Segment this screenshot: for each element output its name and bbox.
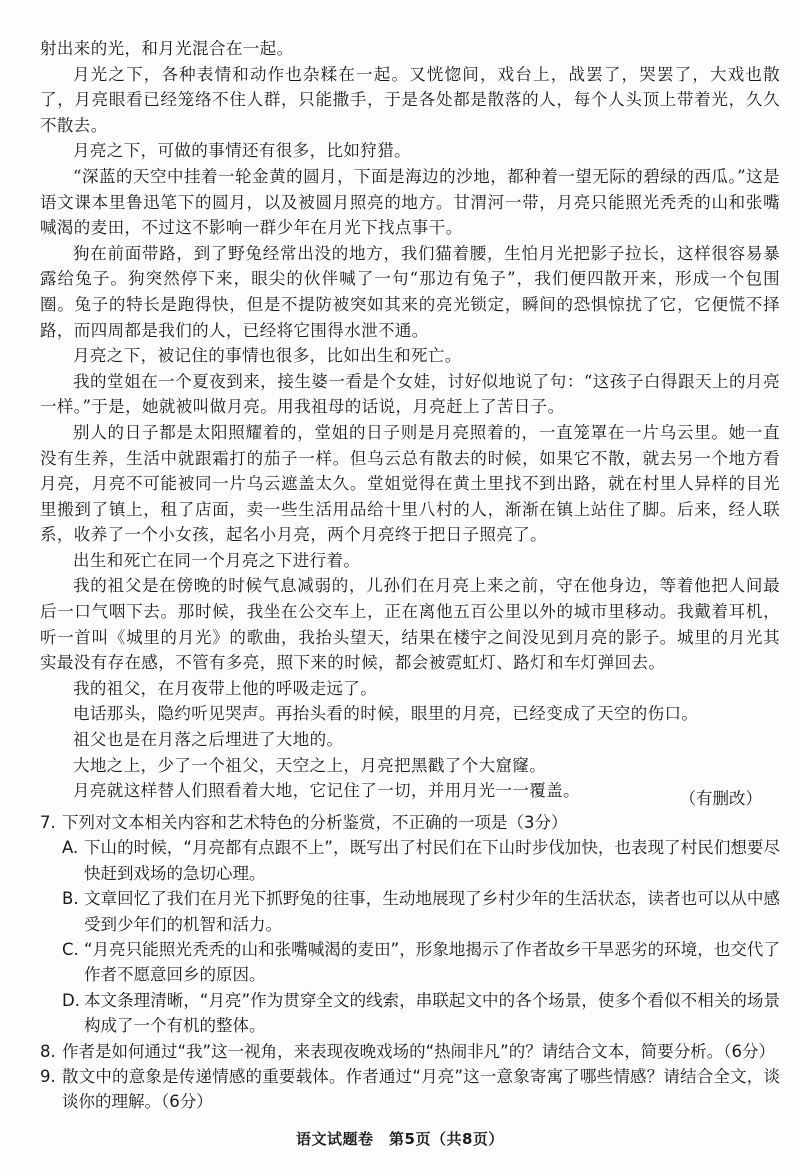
option-text: 下山的时候，“月亮都有点跟不上”，既写出了村民们在下山时步伐加快，也表现了村民们想要尽快赶到戏场的急切心理。	[84, 838, 780, 883]
passage-paragraph: 我的祖父，在月夜带上他的呼吸走远了。	[73, 678, 378, 698]
reading-passage	[40, 36, 780, 804]
question-number: 7.	[40, 813, 56, 832]
option-letter: D.	[62, 990, 80, 1010]
option-text: “月亮只能照光秃秃的山和张嘴喊渴的麦田”，形象地揭示了作者故乡干旱恶劣的环境，也交代了作者不愿意回乡的原因。	[84, 940, 780, 985]
question-stem: 下列对文本相关内容和艺术特色的分析鉴赏，不正确的一项是（3分）	[62, 813, 568, 832]
passage-paragraph: 射出来的光，和月光混合在一起。	[40, 39, 294, 58]
passage-paragraph: 出生和死亡在同一个月亮之下进行着。	[73, 550, 361, 570]
passage-paragraph: 别人的日子都是太阳照耀着的，堂姐的日子则是月亮照着的，一直笼罩在一片乌云里。她一直没有生养，生活中就跟霜打的茄子一样。但乌云总有散去的时候，如果它不散，就去另一个地方看月亮，月亮不可能被同一片乌云遮盖太久。堂姐觉得在黄土里找不到出路，就在村里人异样的目光里搬到了镇上，租了店面，卖一些生活用品给十里八村的人，渐渐在镇上站住了脚。后来，经人联系，收养了一个小女孩，起名小月亮，两个月亮终于把日子照亮了。	[40, 422, 780, 545]
question-stem: 散文中的意象是传递情感的重要载体。作者通过“月亮”这一意象寄寓了哪些情感？请结合全文，谈谈你的理解。（6分）	[62, 1067, 780, 1112]
passage-paragraph: 月亮之下，可做的事情还有很多，比如狩猎。	[73, 141, 411, 161]
option-letter: A.	[62, 838, 79, 858]
option-d	[40, 988, 780, 1039]
source-note: （有删改）	[679, 789, 762, 808]
question-number: 9.	[40, 1067, 56, 1087]
option-text: 文章回忆了我们在月光下抓野兔的往事，生动地展现了乡村少年的生活状态，读者也可以从中感受到少年们的机智和活力。	[84, 889, 780, 934]
question-section	[40, 810, 780, 1115]
passage-paragraph: 月光之下，各种表情和动作也杂糅在一起。又恍惚间，戏台上，战罢了，哭罢了，大戏也散了，月亮眼看已经笼络不住人群，只能撒手，于是各处都是散落的人，每个人头顶上带着光，久久不散去。	[40, 64, 780, 135]
question-number: 8.	[40, 1041, 56, 1061]
passage-paragraph: 我的堂姐在一个夏夜到来，接生婆一看是个女娃，讨好似地说了句：“这孩子白得跟天上的月亮一样。”于是，她就被叫做月亮。用我祖母的话说，月亮赶上了苦日子。	[40, 371, 780, 417]
passage-paragraph: 月亮就这样替人们照看着大地，它记住了一切，并用月光一一覆盖。	[73, 781, 580, 801]
question-7	[40, 810, 780, 835]
passage-paragraph: 狗在前面带路，到了野兔经常出没的地方，我们猫着腰，生怕月光把影子拉长，这样很容易暴露给兔子。狗突然停下来，眼尖的伙伴喊了一句“那边有兔子”，我们便四散开来，形成一个包围圈。兔子的特长是跑得快，但是不提防被突如其来的亮光锁定，瞬间的恐惧惊扰了它，它便慌不择路，而四周都是我们的人，已经将它围得水泄不通。	[40, 243, 780, 340]
question-8	[40, 1039, 780, 1064]
option-a	[40, 835, 780, 886]
passage-paragraph: “深蓝的天空中挂着一轮金黄的圆月，下面是海边的沙地，都种着一望无际的碧绿的西瓜。”这是语文课本里鲁迅笔下的圆月，以及被圆月照亮的地方。甘渭河一带，月亮只能照光秃秃的山和张嘴喊渴的麦田，不过这不影响一群少年在月光下找点事干。	[40, 166, 780, 238]
passage-paragraph: 电话那头，隐约听见哭声。再抬头看的时候，眼里的月亮，已经变成了天空的伤口。	[73, 704, 699, 724]
option-b	[40, 886, 780, 937]
option-text: 本文条理清晰，“月亮”作为贯穿全文的线索，串联起文中的各个场景，使多个看似不相关的场景构成了一个有机的整体。	[84, 990, 780, 1036]
question-stem: 作者是如何通过“我”这一视角，来表现夜晚戏场的“热闹非凡”的？请结合文本，简要分析。（6分）	[62, 1041, 775, 1061]
passage-paragraph: 我的祖父是在傍晚的时候气息减弱的，儿孙们在月亮上来之前，守在他身边，等着他把人间最后一口气咽下去。那时候，我坐在公交车上，正在离他五百公里以外的城市里移动。我戴着耳机，听一首叫《城里的月光》的歌曲，我抬头望天，结果在楼宇之间没见到月亮的影子。城里的月光其实最没有存在感，不管有多亮，照下来的时候，都会被霓虹灯、路灯和车灯弹回去。	[40, 576, 780, 673]
option-letter: B.	[62, 889, 79, 909]
passage-paragraph: 祖父也是在月落之后埋进了大地的。	[73, 730, 344, 750]
option-c	[40, 937, 780, 988]
question-9	[40, 1064, 780, 1115]
passage-paragraph: 大地之上，少了一个祖父，天空之上，月亮把黑戳了个大窟窿。	[73, 755, 547, 775]
page-footer: 语文试题卷 第5页（共8页）	[296, 1130, 504, 1148]
passage-paragraph: 月亮之下，被记住的事情也很多，比如出生和死亡。	[73, 346, 462, 366]
option-letter: C.	[62, 940, 79, 960]
